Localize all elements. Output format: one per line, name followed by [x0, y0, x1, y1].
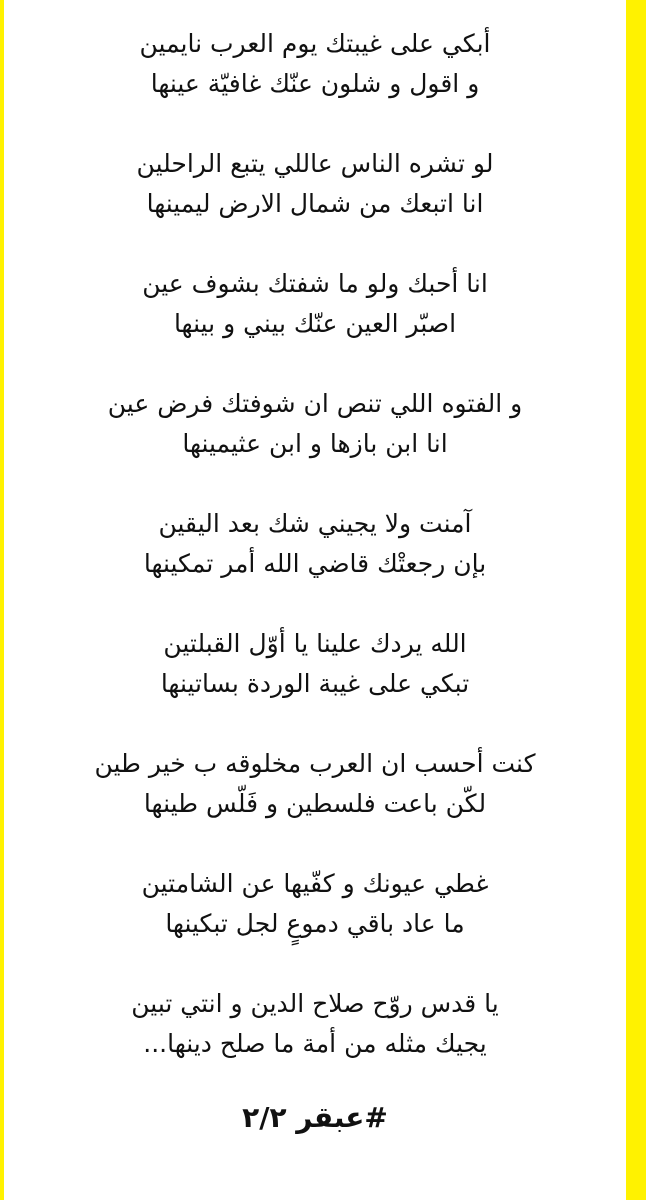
poem-page — [30, 24, 600, 1154]
poem-line: كنت أحسب ان العرب مخلوقه ب خير طين — [94, 749, 536, 778]
poem-line: انا أحبك ولو ما شفتك بشوف عين — [142, 269, 488, 298]
poem-line: يجيك مثله من أمة ما صلح دينها... — [143, 1029, 487, 1058]
stanza — [30, 864, 600, 944]
stanza — [30, 984, 600, 1064]
poem-line: غطي عيونك و كفّيها عن الشامتين — [141, 869, 489, 898]
right-yellow-border — [626, 0, 646, 1200]
poem-line: اصبّر العين عنّك بيني و بينها — [173, 309, 457, 338]
hashtag-signature: #عبقر ٢/٢ — [242, 1101, 388, 1134]
stanza — [30, 504, 600, 584]
poem-line: تبكي على غيبة الوردة بساتينها — [160, 669, 470, 698]
poem-line: يا قدس روّح صلاح الدين و انتي تبين — [131, 989, 499, 1018]
poem-line: لكّن باعت فلسطين و فَلّس طينها — [143, 789, 487, 818]
stanza — [30, 24, 600, 104]
poem-line: أبكي على غيبتك يوم العرب نايمين — [139, 29, 491, 58]
stanza — [30, 264, 600, 344]
poem-line: لو تشره الناس عاللي يتبع الراحلين — [136, 149, 494, 178]
poem-line: انا اتبعك من شمال الارض ليمينها — [146, 189, 484, 218]
poem-line: و الفتوه اللي تنص ان شوفتك فرض عين — [107, 389, 523, 418]
stanza — [30, 624, 600, 704]
stanza — [30, 384, 600, 464]
left-yellow-border — [0, 0, 4, 1200]
poem-line: و اقول و شلون عنّك غافيّة عينها — [150, 69, 480, 98]
poem-line: ما عاد باقي دموعٍ لجل تبكينها — [165, 909, 465, 938]
poem-line: آمنت ولا يجيني شك بعد اليقين — [158, 509, 472, 538]
stanza — [30, 744, 600, 824]
poem-line: انا ابن بازها و ابن عثيمينها — [182, 429, 448, 458]
stanza — [30, 144, 600, 224]
poem-line: بإن رجعتْك قاضي الله أمر تمكينها — [143, 549, 487, 578]
poem-line: الله يردك علينا يا أوّل القبلتين — [163, 629, 467, 658]
